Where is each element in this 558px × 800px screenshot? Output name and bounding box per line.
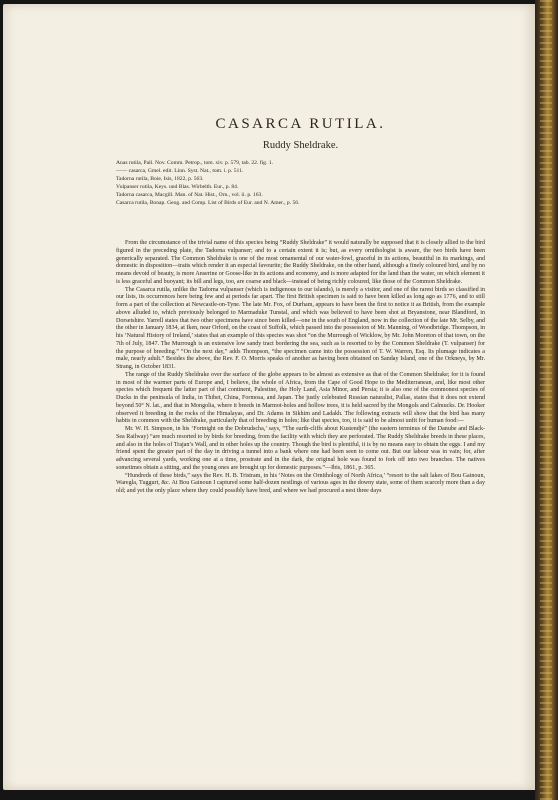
- synonym-entry: —— casarca, Gmel. edit. Linn. Syst. Nat., tom. i. p. 511.: [116, 167, 244, 174]
- page-title: CASARCA RUTILA.: [215, 116, 386, 132]
- page-subtitle: Ruddy Sheldrake.: [262, 140, 339, 151]
- body-text: [116, 240, 485, 496]
- gilt-edge-pattern: [540, 0, 552, 800]
- synonym-entry: Tadorna casarca, Macgill. Man. of Nat. Hist., Orn., vol. ii. p. 163.: [116, 191, 263, 198]
- paragraph: From the circumstance of the trivial name of this species being “Ruddy Sheldrake” it would naturally be supposed that it is closely allied to the bird figured in the preceding plate, the Tadorna vulpanser; and to a certain extent it is; but, as every ornithologist is aware, the two birds have been generically separated. The Common Sheldrake is one of the most ornamental of our water-fowl, graceful in its actions, beautiful in its markings, and domestic in disposition—traits which render it an especial favourite; the Ruddy Sheldrake, on the other hand, although a finely coloured bird, and by no means devoid of beauty, is more Anserine or Goose-like in its actions and economy, and is more adapted for the land than the water, on which element it is less graceful and buoyant; its bill and legs, too, are coarse and black—instead of being richly coloured, like those of the Common Sheldrake.: [116, 240, 485, 285]
- synonym-entry: Vulpanser rutila, Keys. und Blas. Wirbelth. Eur., p. 84.: [116, 183, 239, 190]
- paragraph: Mr. W. H. Simpson, in his ‘Fortnight on the Dobrudscha,’ says, “The earth-cliffs about Kustendjé” (the eastern terminus of the Danube and Black-Sea Railway) “are much resorted to by birds for breeding, from the facility with which they are perforated. The Ruddy Sheldrake breeds in these places, and also in the holes of Trajan’s Wall, and in other holes up the country. Though the bird is plentiful, it is by no means easy to obtain the eggs. I and my friend spent the greater part of the day in driving a tunnel into a bank where one had been seen to come out. But our labour was in vain; for, after advancing several yards, working one at a time, prostrate and in the dark, the original hole was found to fork off into two branches. The natives sometimes obtain a sitting, and the young ones are brought up for domestic purposes.”—Ibis, 1861, p. 365.: [116, 426, 485, 471]
- synonym-list: [116, 160, 485, 207]
- paragraph: “Hundreds of these birds,” says the Rev. H. B. Tristram, in his ‘Notes on the Ornithology of North Africa,’ “resort to the salt lakes of Bou Gainoun, Waregla, Tuggurt, &c. At Bou Gainoun I captured some half-dozen nestlings of various ages in the downy state, some of them scarcely more than a day old; and yet the only place where they could possibly have bred, and where we had procured a nest three days: [116, 472, 485, 494]
- synonym-entry: Anas rutila, Pall. Nov. Comm. Petrop., tom. xiv. p. 579, tab. 22. fig. 1.: [116, 160, 273, 166]
- paragraph: The Casarca rutila, unlike the Tadorna vulpanser (which is indigenous to our islands), is merely a visitor, and one of the rarest birds so classified in our lists, its occurrences here being few and at periods far apart. The first British specimen is said to have been killed as long ago as 1776, and to still form a part of the collection at Newcastle-on-Tyne. The late Mr. Fox, of Durham, appears to have been the first to notice it as British, from the example above alluded to, which previously belonged to Marmaduke Tunstal, and which was believed to have been shot at Bryanstone, near Blandford, in Dorsetshire. Yarrell states that two other specimens have since been killed—one in the south of England, now in the collection of the late Mr. Selby, and the other in January 1834, at Iken, near Orford, on the coast of Suffolk, which passed into the possession of Mr. Manning, of Woodbridge. Thompson, in his ‘Natural History of Ireland,’ states that an example of this species was shot “on the Murrough of Wicklow, by Mr. John Moreton of that town, on the 7th of July, 1847. The Murrough is an extensive low sandy tract bordering the sea, such as is resorted to by the Common Sheldrake (T. vulpanser) for the purpose of breeding.” “On the next day,” adds Thompson, “the specimen came into the possession of T. W. Warren, Esq. Its plumage indicates a male, nearly adult.” Besides the above, the Rev. F. O. Morris speaks of another as having been obtained on Sanday Island, one of the Orkneys, by Mr. Strang, in October 1831.: [116, 286, 485, 370]
- synonym-entry: Tadorna rutila, Boie, Isis, 1822, p. 563.: [116, 175, 204, 182]
- synonym-entry: Casarca rutila, Bonap. Geog. and Comp. List of Birds of Eur. and N. Amer., p. 56.: [116, 199, 300, 206]
- paragraph: The range of the Ruddy Sheldrake over the surface of the globe appears to be almost as extensive as that of the Common Sheldrake; for it is found in most of the warmer parts of Europe and, I believe, the whole of Africa, from the Cape of Good Hope to the Mediterranean, and, like most other species which frequent the latter part of that continent, Palestine, the Holy Land, Asia Minor, and Persia; it is also one of the commonest species of Ducks in the peninsula of India, in Thibet, China, Formosa, and Japan. The justly celebrated Russian naturalist, Pallas, states that it does not extend beyond 50° N. lat., and that in Mongolia, where it breeds in Marmot-holes and hollow trees, it is held sacred by the Mongols and Calmucks. Dr. Hooker observed it breeding in the rocks of the Himalayas, and Dr. Adams in Sikhim and Ladakh. The following extracts will show that the bird has many habits in common with the Sheldrake, particularly that of breeding in holes; like that species, too, it is said to be almost unfit for human food:—: [116, 371, 485, 425]
